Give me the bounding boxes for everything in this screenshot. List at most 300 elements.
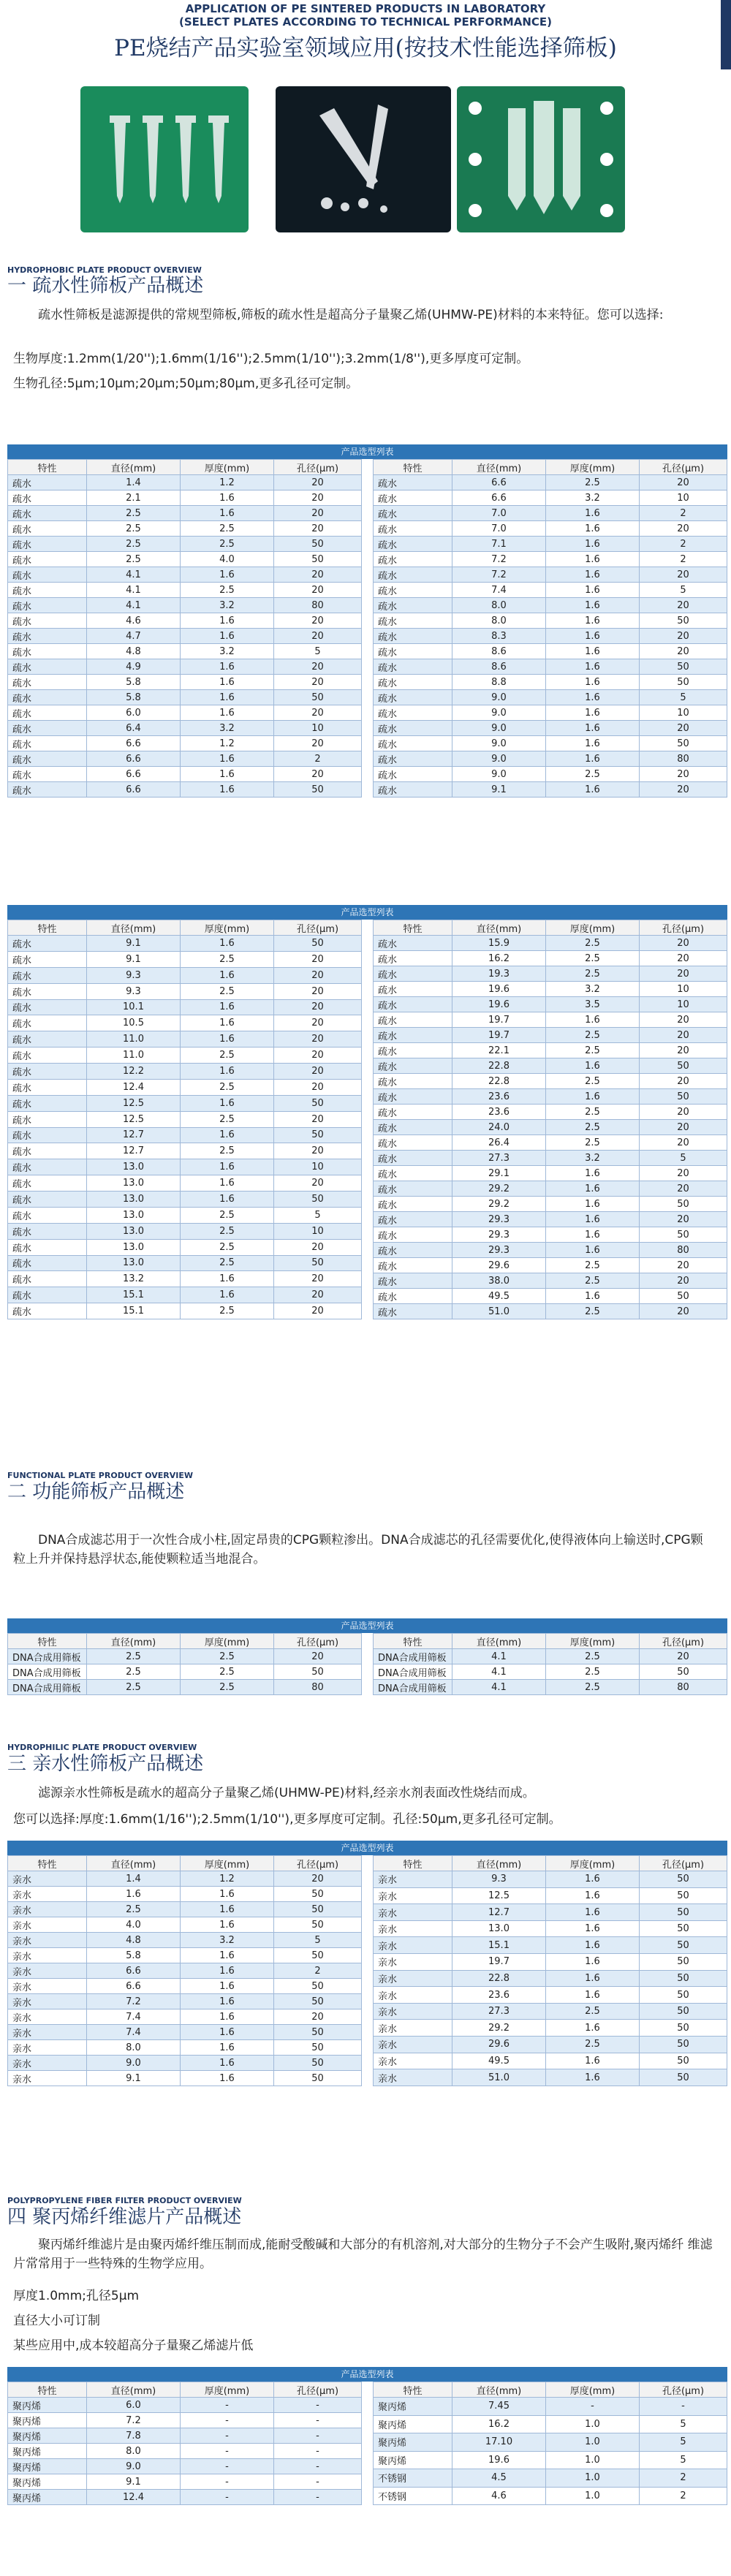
table-cell: 1.6: [180, 690, 273, 705]
table-cell: 疏水: [374, 1289, 452, 1304]
table-cell: 亲水: [374, 1887, 452, 1904]
column-header: 特性: [8, 1856, 87, 1871]
table-cell: 50: [639, 1937, 727, 1954]
table-cell: 23.6: [452, 1089, 546, 1105]
table-cell: 20: [639, 629, 727, 644]
table-row: [374, 966, 727, 982]
table-cell: 1.0: [545, 2415, 639, 2433]
column-header: 特性: [8, 920, 87, 936]
table-cell: 51.0: [452, 2069, 546, 2086]
table-cell: 疏水: [374, 1181, 452, 1197]
table-cell: 27.3: [452, 2003, 546, 2020]
table-cell: 疏水: [8, 1015, 87, 1031]
table-cell: 20: [273, 2009, 361, 2025]
table-cell: 3.2: [180, 644, 273, 659]
table-cell: 19.6: [452, 997, 546, 1012]
table-cell: 8.0: [452, 598, 546, 613]
table-cell: 亲水: [8, 2040, 87, 2056]
table-cell: 亲水: [8, 1963, 87, 1979]
table-cell: 亲水: [8, 1871, 87, 1887]
table-cell: 20: [273, 1031, 361, 1048]
table-cell: 疏水: [374, 490, 452, 506]
table-cell: 5.8: [87, 675, 181, 690]
table-row: [374, 2069, 727, 2086]
table-cell: 20: [639, 521, 727, 537]
table-cell: 80: [273, 1680, 361, 1695]
table-cell: 50: [273, 1994, 361, 2009]
table-cell: 疏水: [374, 1304, 452, 1319]
table-cell: 疏水: [374, 951, 452, 966]
table-cell: DNA合成用筛板: [8, 1664, 87, 1680]
table-cell: 20: [273, 1111, 361, 1127]
table-row: [8, 1255, 362, 1271]
table-cell: 1.4: [87, 475, 181, 490]
table-cell: 1.6: [545, 644, 639, 659]
table-cell: DNA合成用筛板: [374, 1664, 452, 1680]
table-cell: 2.5: [545, 1043, 639, 1058]
table-cell: 亲水: [374, 1937, 452, 1954]
column-header: 孔径(μm): [639, 1856, 727, 1871]
table-cell: 3.2: [180, 721, 273, 736]
table-cell: 19.7: [452, 1012, 546, 1028]
table-cell: 9.1: [452, 782, 546, 798]
table-row: [374, 1680, 727, 1695]
table-cell: 5.8: [87, 1948, 181, 1963]
table-cell: 3.2: [545, 1151, 639, 1166]
table-cell: 10: [273, 721, 361, 736]
table-cell: 疏水: [374, 705, 452, 721]
table-cell: 11.0: [87, 1048, 181, 1064]
table-left: [7, 920, 362, 1319]
column-header: 直径(mm): [452, 460, 546, 475]
table-cell: 7.0: [452, 521, 546, 537]
table-row: [8, 2444, 362, 2459]
table-row: [8, 936, 362, 952]
table-cell: 4.1: [452, 1649, 546, 1664]
table-cell: 1.6: [545, 629, 639, 644]
table-row: [8, 2009, 362, 2025]
table-row: [374, 506, 727, 521]
table-cell: 1.6: [545, 675, 639, 690]
column-header: 特性: [374, 1634, 452, 1649]
table-cell: 亲水: [374, 1954, 452, 1971]
table-row: [374, 1166, 727, 1181]
table-cell: 1.6: [180, 936, 273, 952]
table-cell: 9.0: [452, 767, 546, 782]
table-cell: 10: [273, 1159, 361, 1175]
table-cell: 1.6: [180, 1948, 273, 1963]
table-cell: 20: [273, 659, 361, 675]
table-cell: 24.0: [452, 1120, 546, 1135]
table-cell: 5: [273, 644, 361, 659]
table-cell: 10.1: [87, 999, 181, 1015]
table-row: [374, 721, 727, 736]
table-row: [374, 1012, 727, 1028]
table-cell: 4.8: [87, 644, 181, 659]
table-cell: 疏水: [374, 1151, 452, 1166]
table-cell: 亲水: [374, 2069, 452, 2086]
table-cell: 疏水: [8, 598, 87, 613]
table-cell: 4.7: [87, 629, 181, 644]
table-cell: 10: [639, 705, 727, 721]
table-cell: 5: [639, 583, 727, 598]
table-cell: 疏水: [374, 1212, 452, 1227]
table-row: [8, 613, 362, 629]
table-cell: 6.0: [87, 2398, 181, 2413]
section3-title: 三 亲水性筛板产品概述: [7, 1753, 204, 1775]
table-row: [374, 675, 727, 690]
table-cell: 50: [639, 659, 727, 675]
table-cell: 50: [639, 1197, 727, 1212]
column-header: 孔径(μm): [273, 2382, 361, 2398]
table-cell: 50: [639, 1887, 727, 1904]
table-cell: -: [273, 2444, 361, 2459]
table-cell: -: [180, 2444, 273, 2459]
table-cell: 10.5: [87, 1015, 181, 1031]
table-row: [8, 721, 362, 736]
section3-paragraph: 滤源亲水性筛板是疏水的超高分子量聚乙烯(UHMW-PE)材料,经亲水剂表面改性烧结而成。: [38, 1786, 535, 1800]
table-cell: 疏水: [8, 1287, 87, 1303]
column-header: 厚度(mm): [545, 920, 639, 936]
table-cell: 疏水: [8, 1192, 87, 1208]
table-cell: 5: [639, 2415, 727, 2433]
table-header-row: [374, 2382, 727, 2398]
table-cell: 13.0: [87, 1239, 181, 1255]
table-cell: 50: [639, 1058, 727, 1074]
table-cell: 1.6: [545, 521, 639, 537]
table-cell: 6.6: [452, 490, 546, 506]
table-cell: 50: [273, 537, 361, 552]
table-cell: 9.1: [87, 951, 181, 967]
table-cell: 1.6: [545, 1970, 639, 1987]
table-cell: 20: [639, 1258, 727, 1273]
column-header: 直径(mm): [87, 1856, 181, 1871]
column-header: 厚度(mm): [180, 920, 273, 936]
table-cell: 20: [639, 1028, 727, 1043]
table-columns: [7, 2382, 727, 2505]
table-cell: 1.6: [180, 1979, 273, 1994]
table-cell: 1.4: [87, 1871, 181, 1887]
table-cell: 疏水: [8, 721, 87, 736]
table-header-row: [8, 920, 362, 936]
column-header: 厚度(mm): [180, 1856, 273, 1871]
table-cell: 29.3: [452, 1227, 546, 1243]
table-cell: 疏水: [374, 1043, 452, 1058]
table-cell: 2: [273, 1963, 361, 1979]
table-cell: 4.1: [452, 1664, 546, 1680]
table-cell: 23.6: [452, 1105, 546, 1120]
column-header: 直径(mm): [452, 1634, 546, 1649]
column-header: 直径(mm): [87, 2382, 181, 2398]
table-cell: 1.6: [180, 1064, 273, 1080]
table-cell: 疏水: [8, 490, 87, 506]
table-cell: 12.2: [87, 1064, 181, 1080]
table-row: [374, 1987, 727, 2004]
table-cell: 疏水: [374, 1074, 452, 1089]
table-cell: 15.1: [87, 1303, 181, 1319]
table-cell: 12.4: [87, 2490, 181, 2505]
table-header-row: [374, 460, 727, 475]
table-row: [8, 2398, 362, 2413]
table-cell: 1.2: [180, 736, 273, 751]
table-cell: 1.6: [545, 1227, 639, 1243]
table-cell: 疏水: [374, 690, 452, 705]
table-cell: 疏水: [8, 1127, 87, 1143]
table-cell: 20: [273, 1649, 361, 1664]
table-cell: 20: [639, 1212, 727, 1227]
table-row: [374, 537, 727, 552]
table-left: [7, 1855, 362, 2086]
table-cell: 20: [639, 1120, 727, 1135]
table-cell: 1.6: [180, 613, 273, 629]
table-cell: 1.6: [545, 751, 639, 767]
table-cell: 13.0: [87, 1192, 181, 1208]
table-cell: 2: [639, 2487, 727, 2505]
column-header: 直径(mm): [452, 1856, 546, 1871]
table-cell: -: [273, 2413, 361, 2428]
table-cell: 20: [639, 1181, 727, 1197]
table-cell: 1.6: [545, 2069, 639, 2086]
table-cell: 疏水: [8, 751, 87, 767]
table-cell: 6.6: [452, 475, 546, 490]
table-cell: 1.6: [545, 1089, 639, 1105]
table-cell: 7.4: [87, 2025, 181, 2040]
product-table: [7, 444, 727, 798]
table-cell: -: [639, 2398, 727, 2416]
table-left: [7, 459, 362, 798]
table-cell: 5: [639, 1151, 727, 1166]
section3-options: 您可以选择:厚度:1.6mm(1/16'');2.5mm(1/10''),更多厚度可定制。孔径:50μm,更多孔径可定制。: [13, 1812, 561, 1827]
table-cell: 6.6: [87, 1979, 181, 1994]
table-cell: 80: [639, 1680, 727, 1695]
table-cell: 2.5: [545, 1028, 639, 1043]
table-row: [8, 2056, 362, 2071]
table-cell: 亲水: [8, 1887, 87, 1902]
table-cell: 7.2: [452, 552, 546, 567]
table-cell: 2.5: [180, 1223, 273, 1239]
table-row: [374, 2415, 727, 2433]
table-cell: 12.5: [452, 1887, 546, 1904]
table-cell: 1.6: [180, 967, 273, 983]
table-cell: 9.0: [87, 2459, 181, 2474]
table-cell: 50: [273, 2056, 361, 2071]
table-cell: 亲水: [8, 1902, 87, 1917]
table-cell: 20: [639, 567, 727, 583]
table-cell: 50: [273, 2040, 361, 2056]
table-cell: 疏水: [374, 1135, 452, 1151]
table-cell: 9.0: [452, 705, 546, 721]
table-cell: 疏水: [8, 1095, 87, 1111]
table-cell: 疏水: [374, 552, 452, 567]
column-header: 直径(mm): [87, 1634, 181, 1649]
table-cell: 疏水: [374, 521, 452, 537]
table-row: [8, 983, 362, 999]
table-cell: 50: [639, 2053, 727, 2069]
table-row: [374, 1074, 727, 1089]
table-row: [8, 537, 362, 552]
table-row: [374, 1273, 727, 1289]
table-row: [374, 690, 727, 705]
table-columns: [7, 920, 727, 1319]
table-cell: 1.6: [180, 506, 273, 521]
table-header-row: [8, 2382, 362, 2398]
table-cell: -: [180, 2428, 273, 2444]
table-row: [8, 659, 362, 675]
table-row: [8, 1239, 362, 1255]
table-cell: 19.7: [452, 1954, 546, 1971]
table-cell: 2.5: [545, 2037, 639, 2053]
table-row: [8, 2040, 362, 2056]
table-cell: 疏水: [8, 736, 87, 751]
table-row: [374, 1289, 727, 1304]
section1-pore-size: 生物孔径:5μm;10μm;20μm;50μm;80μm,更多孔径可定制。: [13, 376, 359, 391]
table-cell: 7.4: [87, 2009, 181, 2025]
table-title: 产品选型列表: [7, 905, 727, 920]
table-cell: 疏水: [374, 966, 452, 982]
table-row: [8, 2071, 362, 2086]
table-cell: 9.3: [87, 967, 181, 983]
table-cell: 亲水: [8, 2009, 87, 2025]
table-cell: 2: [639, 506, 727, 521]
table-cell: 1.6: [545, 1871, 639, 1888]
table-cell: 8.0: [87, 2040, 181, 2056]
table-cell: 2.5: [180, 583, 273, 598]
table-cell: 8.0: [452, 613, 546, 629]
table-cell: 20: [639, 721, 727, 736]
table-row: [374, 705, 727, 721]
table-cell: 15.9: [452, 936, 546, 951]
table-cell: -: [273, 2490, 361, 2505]
table-cell: 20: [273, 999, 361, 1015]
table-cell: 50: [273, 1948, 361, 1963]
table-cell: 6.6: [87, 751, 181, 767]
table-cell: 6.0: [87, 705, 181, 721]
table-row: [8, 705, 362, 721]
table-cell: 疏水: [8, 1079, 87, 1095]
table-cell: 4.1: [452, 1680, 546, 1695]
table-cell: 50: [273, 1887, 361, 1902]
table-cell: 2.5: [545, 951, 639, 966]
table-row: [374, 1043, 727, 1058]
table-header-row: [8, 1856, 362, 1871]
table-cell: 8.6: [452, 659, 546, 675]
table-cell: 亲水: [8, 1917, 87, 1933]
table-cell: 1.6: [180, 1127, 273, 1143]
table-cell: 1.0: [545, 2487, 639, 2505]
table-cell: 疏水: [8, 659, 87, 675]
table-cell: 聚丙烯: [374, 2398, 452, 2416]
table-columns: [7, 1855, 727, 2086]
table-row: [8, 1871, 362, 1887]
table-cell: 1.6: [545, 1954, 639, 1971]
table-cell: 亲水: [374, 1871, 452, 1888]
table-cell: 亲水: [374, 2020, 452, 2037]
table-cell: 疏水: [8, 537, 87, 552]
table-cell: 2.5: [180, 1239, 273, 1255]
table-row: [374, 1304, 727, 1319]
table-title: 产品选型列表: [7, 2367, 727, 2382]
table-cell: 疏水: [374, 644, 452, 659]
table-cell: 疏水: [8, 983, 87, 999]
table-cell: 1.6: [180, 1902, 273, 1917]
table-cell: 7.2: [87, 2413, 181, 2428]
table-cell: 20: [273, 1871, 361, 1887]
table-row: [374, 659, 727, 675]
table-cell: 50: [273, 690, 361, 705]
column-header: 特性: [8, 1634, 87, 1649]
table-cell: 1.6: [545, 705, 639, 721]
table-cell: 1.6: [180, 767, 273, 782]
table-cell: 聚丙烯: [8, 2428, 87, 2444]
table-cell: 20: [273, 967, 361, 983]
section2-title: 二 功能筛板产品概述: [7, 1481, 185, 1503]
table-cell: -: [545, 2398, 639, 2416]
table-cell: 1.6: [545, 782, 639, 798]
table-cell: 10: [639, 490, 727, 506]
table-cell: 1.6: [180, 1192, 273, 1208]
table-cell: 20: [273, 567, 361, 583]
table-cell: 疏水: [374, 475, 452, 490]
table-cell: 1.6: [180, 2040, 273, 2056]
table-cell: 疏水: [374, 1243, 452, 1258]
table-cell: 50: [273, 1902, 361, 1917]
table-cell: 7.45: [452, 2398, 546, 2416]
table-cell: 50: [273, 1095, 361, 1111]
table-cell: 38.0: [452, 1273, 546, 1289]
table-row: [8, 1979, 362, 1994]
table-row: [8, 1680, 362, 1695]
table-cell: 聚丙烯: [8, 2398, 87, 2413]
table-cell: 29.3: [452, 1243, 546, 1258]
table-row: [374, 1937, 727, 1954]
table-row: [8, 2413, 362, 2428]
table-cell: 1.0: [545, 2433, 639, 2452]
table-cell: 1.6: [180, 705, 273, 721]
table-row: [8, 782, 362, 798]
table-cell: 26.4: [452, 1135, 546, 1151]
table-cell: 8.6: [452, 644, 546, 659]
table-row: [374, 1227, 727, 1243]
column-header: 特性: [374, 920, 452, 936]
table-cell: 亲水: [8, 1994, 87, 2009]
table-cell: 疏水: [374, 537, 452, 552]
table-cell: 2.5: [87, 1649, 181, 1664]
table-cell: 2.5: [545, 1258, 639, 1273]
table-cell: 50: [273, 1255, 361, 1271]
table-cell: 疏水: [8, 567, 87, 583]
table-cell: 疏水: [8, 936, 87, 952]
table-cell: 1.0: [545, 2451, 639, 2469]
table-cell: 2.5: [180, 1255, 273, 1271]
table-cell: 80: [639, 751, 727, 767]
table-cell: 疏水: [8, 1031, 87, 1048]
table-row: [8, 629, 362, 644]
table-cell: 8.0: [87, 2444, 181, 2459]
table-cell: 1.6: [545, 598, 639, 613]
table-cell: 聚丙烯: [8, 2413, 87, 2428]
section4-diameter: 直径大小可订制: [13, 2314, 100, 2328]
table-cell: 20: [273, 475, 361, 490]
table-row: [8, 767, 362, 782]
section4-cost: 某些应用中,成本较超高分子量聚乙烯滤片低: [13, 2338, 254, 2353]
table-row: [374, 583, 727, 598]
table-cell: 7.8: [87, 2428, 181, 2444]
product-table: [7, 905, 727, 1319]
table-cell: 50: [273, 2071, 361, 2086]
table-cell: 1.6: [545, 659, 639, 675]
table-cell: 13.2: [87, 1271, 181, 1287]
table-cell: 17.10: [452, 2433, 546, 2452]
